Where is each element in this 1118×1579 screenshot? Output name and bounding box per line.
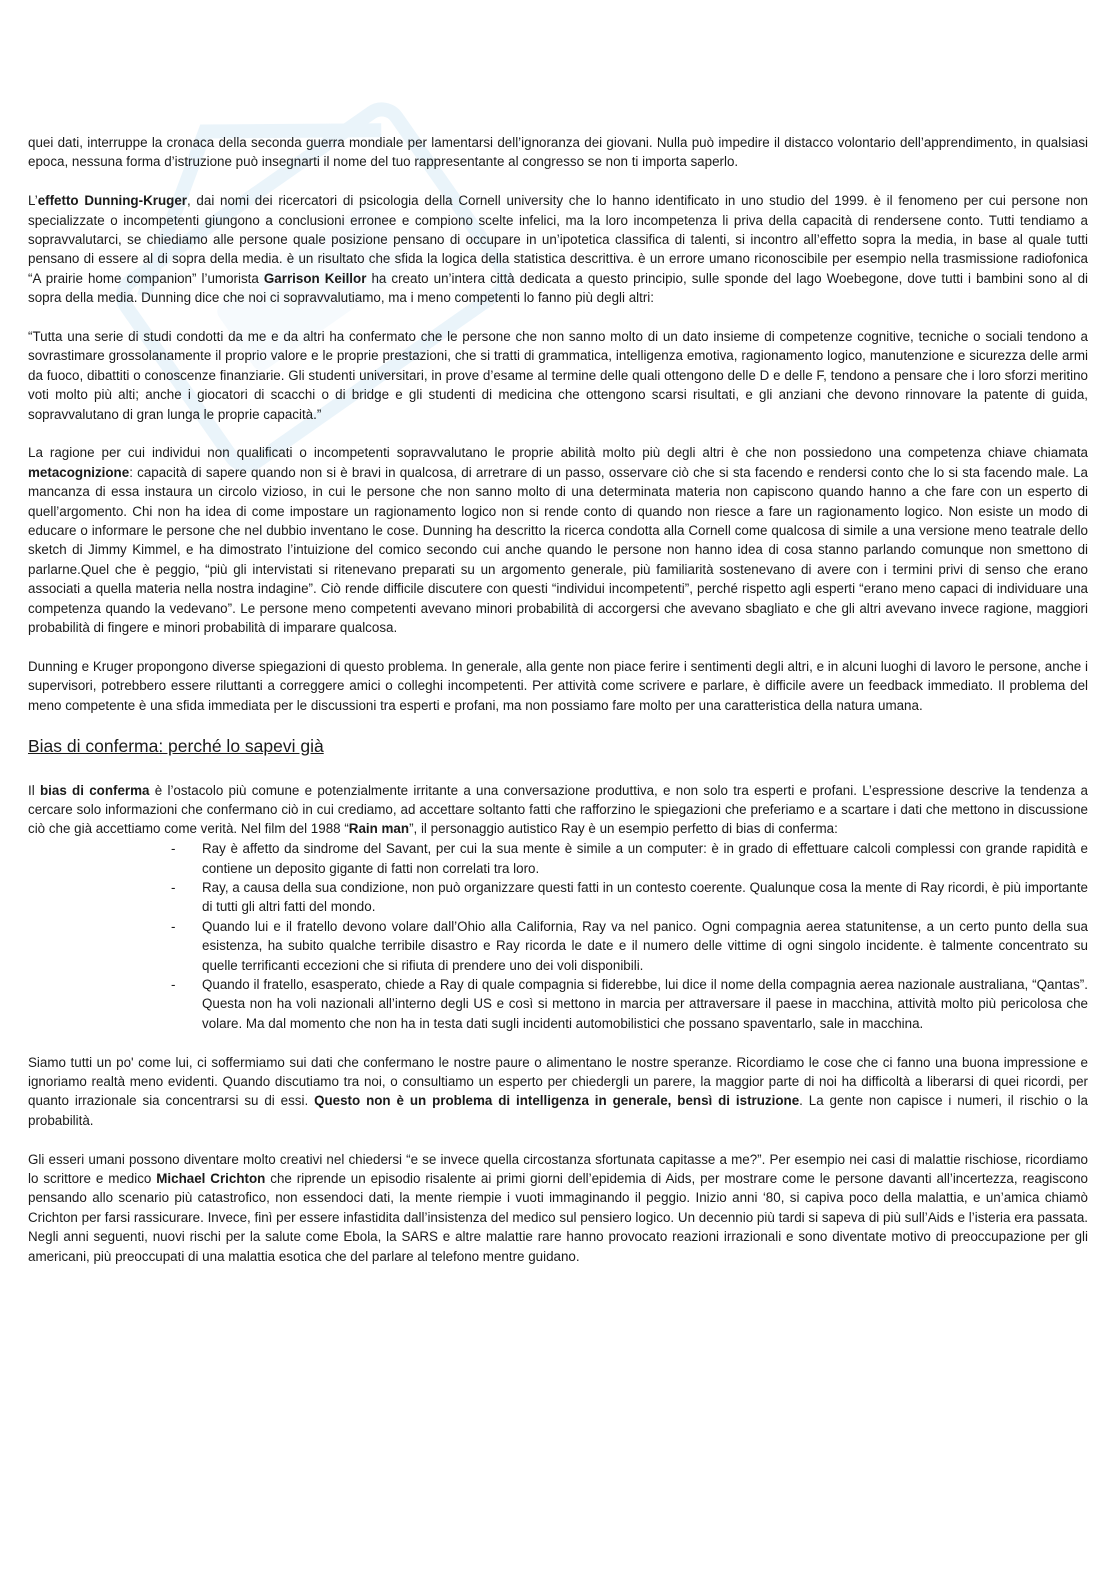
list-item [171,917,1088,975]
paragraph-dunning-kruger [28,191,1088,307]
document-page [28,133,1088,1285]
text-span: ha creato un’intera città dedicata a questo principio, sulle sponde del lago Woebegone, dove tutti i bambini sono al di sopra della media. Dunning dice che noi ci sopravvalutiamo, ma i meno competenti lo fanno più degli altri: [28,270,1088,306]
text-span: Il [28,782,40,798]
paragraph-1: quei dati, interruppe la cronaca della seconda guerra mondiale per lamentarsi dell’ignoranza dei giovani. Nulla può impedire il distacco volontario dell’apprendimento, in qualsiasi epoca, nessuna forma d’istruzione può insegnarti il nome del tuo rappresentante al congresso se non ti importa saperlo. [28,135,1088,170]
bold-term-metacognizione: metacognizione [28,464,130,480]
text-span: . La gente non capisce i numeri, il rischio o la probabilità. [28,1093,1088,1128]
list-item-text: Quando il fratello, esasperato, chiede a Ray di quale compagnia si fiderebbe, lui dice il nome della compagnia aerea nazionale australiana, “Qantas”. Questa non ha voli nazionali all’interno degli US e così si mettono in marcia per attraversare il paese in macchina, attività molto più pericolosa che volare. Ma dal momento che non ha in testa dati sugli incidenti automobilistici che possano spaventarlo, sale in macchina. [202,976,1088,1031]
bold-term-dunning-kruger: effetto Dunning-Kruger [37,193,187,209]
paragraph-quote: “Tutta una serie di studi condotti da me e da altri ha confermato che le persone che non sanno molto di un dato insieme di competenze cognitive, tecniche o sociali tendono a sovrastimare grossolanamente il proprio valore e le proprie prestazioni, che si tratti di grammatica, intelligenza emotiva, ragionamento logico, manutenzione e sicurezza delle armi da fuoco, dibattiti o conoscenze finanziarie. Gli studenti universitari, in prove d’esame al termine delle quali ottengono delle D e delle F, tendono a pensare che i loro sforzi meritino voti molto più alti; anche i giocatori di scacchi o di bridge e gli studenti di medicina che ottengono scarsi risultati, e gli anziani che devono rinnovare la patente di guida, sopravvalutano di gran lunga le proprie capacità.” [28,329,1088,422]
text-span: : capacità di sapere quando non si è bravi in qualcosa, di arretrare di un passo, osservare ciò che si sta facendo e rendersi conto che lo si sta facendo male. La mancanza di essa instaura un circolo vizioso, in cui le persone che non sanno molto di una determinata materia non capiscono quando hanno a che fare con un esperto di quell’argomento. Chi non ha idea di come impostare un ragionamento logico non si rende conto di quando non riesce a fare un ragionamento logico. Non esiste un modo di educare o informare le persone che nel dubbio inventano le cose. Dunning ha descritto la ricerca condotta alla Cornell come qualcosa di simile a una versione meno teatrale dello sketch di Jimmy Kimmel, e ha dimostrato l’intuizione del comico secondo cui anche quando le persone non hanno idea di cosa stanno parlando comunque non smettono di parlarne.Quel che è peggio, “più gli intervistati si ritenevano preparati su un argomento generale, più familiarità sostenevano di avere con i termini privi di senso che erano associati a quella materia nella nostra indagine”. Ciò rende difficile discutere con questi “individui incompetenti”, perché rispetto agli esperti “erano meno capaci di individuare una competenza quando la vedevano”. Le persone meno competenti avevano minori probabilità di accorgersi che avevano sbagliato e che gli altri avevano invece ragione, maggiori probabilità di fingere e minori probabilità di imparare qualcosa. [28,464,1088,636]
bold-term-rain-man: Rain man [348,821,410,837]
text-span: La ragione per cui individui non qualificati o incompetenti sopravvalutano le proprie abilità molto più degli altri è che non possiedono una competenza chiave chiamata [28,445,1088,461]
rain-man-list [28,839,1088,1033]
list-item-text: Ray è affetto da sindrome del Savant, per cui la sua mente è simile a un computer: è in grado di effettuare calcoli complessi con grande rapidità e contiene un deposito gigante di fatti non correlati tra loro. [202,841,1088,876]
paragraph-metacognizione [28,443,1088,637]
section-title: Bias di conferma: perché lo sapevi già [28,735,324,756]
list-item [171,878,1088,917]
text-span: Siamo tutti un po' come lui, ci soffermiamo sui dati che confermano le nostre paure o alimentano le nostre speranze. Ricordiamo le cose che ci fanno una buona impressione e ignoriamo realtà meno evidenti. Quando discutiamo tra noi, o consultiamo un esperto per chiedergli un parere, la maggior parte di noi ha difficoltà a liberarsi di quei ricordi, per quanto irrazionale sia concentrarsi su di essi. [28,1054,1088,1109]
text-span: ”, il personaggio autistico Ray è un esempio perfetto di bias di conferma: [409,821,838,837]
bold-term-michael-crichton: Michael Crichton [156,1171,266,1186]
paragraph-crichton [28,1150,1088,1266]
text-span: che riprende un episodio risalente ai primi giorni dell’epidemia di Aids, per mostrare come le persone davanti all’incertezza, reagiscono pensando allo scenario più catastrofico, non essendoci dati, la mente riempie i vuoti immaginando il peggio. Inizio anni ‘80, si capiva poco della malattia, e un’amica chiamò Crichton per farsi rassicurare. Invece, finì per essere infastidita dall’insistenza del medico sul pensiero logico. Un decennio più tardi si sapeva di più sull’Aids e l’isteria era passata. Negli anni seguenti, nuovi rischi per la salute come Ebola, la SARS e altre malattie rare hanno provocato reazioni irrazionali e sono diventate motivo di preoccupazione per gli americani, più preoccupati di una malattia esotica che del parlare al telefono mentre guidano. [28,1171,1088,1264]
text-span: L’ [28,193,38,209]
list-marker: - [171,918,176,934]
list-item [171,975,1088,1033]
list-marker: - [171,879,176,895]
list-item [171,839,1088,878]
text-span: , dai nomi dei ricercatori di psicologia della Cornell university che lo hanno identificato in uno studio del 1999. è il fenomeno per cui persone non specializzate o incompetenti giungono a conclusioni erronee e compiono scelte infelici, ma la loro incompetenza li priva della capacità di rendersene conto. Tutti tendiamo a sopravvalutarci, se chiediamo alle persone quale posizione pensano di occupare in un’ipotetica classifica di talenti, si incontro all’effetto sopra la media, in base al quale tutti pensano di essere al di sopra della media. è un risultato che sfida la logica della statistica descrittiva. è un errore umano riconoscibile per esempio nella trasmissione radiofonica “A prairie home companion” l’umorista [28,193,1088,286]
paragraph-bias-di-conferma [28,781,1088,839]
list-marker: - [171,841,176,857]
list-item-text: Ray, a causa della sua condizione, non può organizzare questi fatti in un contesto coerente. Qualunque cosa la mente di Ray ricordi, è più importante di tutti gli altri fatti del mondo. [202,879,1088,915]
text-span: è l’ostacolo più comune e potenzialmente irritante a una conversazione produttiva, e non solo tra esperti e profani. L’espressione descrive la tendenza a cercare solo informazioni che confermano ciò in cui crediamo, ad accettare soltanto fatti che rafforzino le spiegazioni che preferiamo e a scartare i dati che mettono in discussione ciò che già accettiamo come verità. Nel film del 1988 “ [28,782,1088,837]
bold-statement-istruzione: Questo non è un problema di intelligenza in generale, bensì di istruzione [314,1093,800,1109]
paragraph-spiegazioni: Dunning e Kruger propongono diverse spiegazioni di questo problema. In generale, alla gente non piace ferire i sentimenti degli altri, e in alcuni luoghi di lavoro le persone, anche i supervisori, potrebbero essere riluttanti a correggere amici o colleghi incompetenti. Per attività come scrivere e parlare, è difficile avere un feedback immediato. Il problema del meno competente è una sfida immediata per le discussioni tra esperti e profani, ma non possiamo fare molto per una caratteristica della natura umana. [28,658,1088,713]
list-marker: - [171,976,176,992]
text-span: Gli esseri umani possono diventare molto creativi nel chiedersi “e se invece quella circostanza sfortunata capitasse a me?”. Per esempio nei casi di malattie rischiose, ricordiamo lo scrittore e medico [28,1151,1088,1186]
list-item-text: Quando lui e il fratello devono volare dall’Ohio alla California, Ray va nel panico. Ogni compagnia aerea statunitense, a un certo punto della sua esistenza, ha subito qualche terribile disastro e Ray ricorda le date e il numero delle vittime di ogni singolo incidente. è talmente concentrato su quelle terrificanti eccezioni che si rifiuta di prendere uno dei voli disponibili. [202,918,1088,973]
bold-term-garrison-keillor: Garrison Keillor [263,270,367,286]
paragraph-siamo-tutti [28,1053,1088,1131]
bold-term-bias-di-conferma: bias di conferma [39,782,150,798]
